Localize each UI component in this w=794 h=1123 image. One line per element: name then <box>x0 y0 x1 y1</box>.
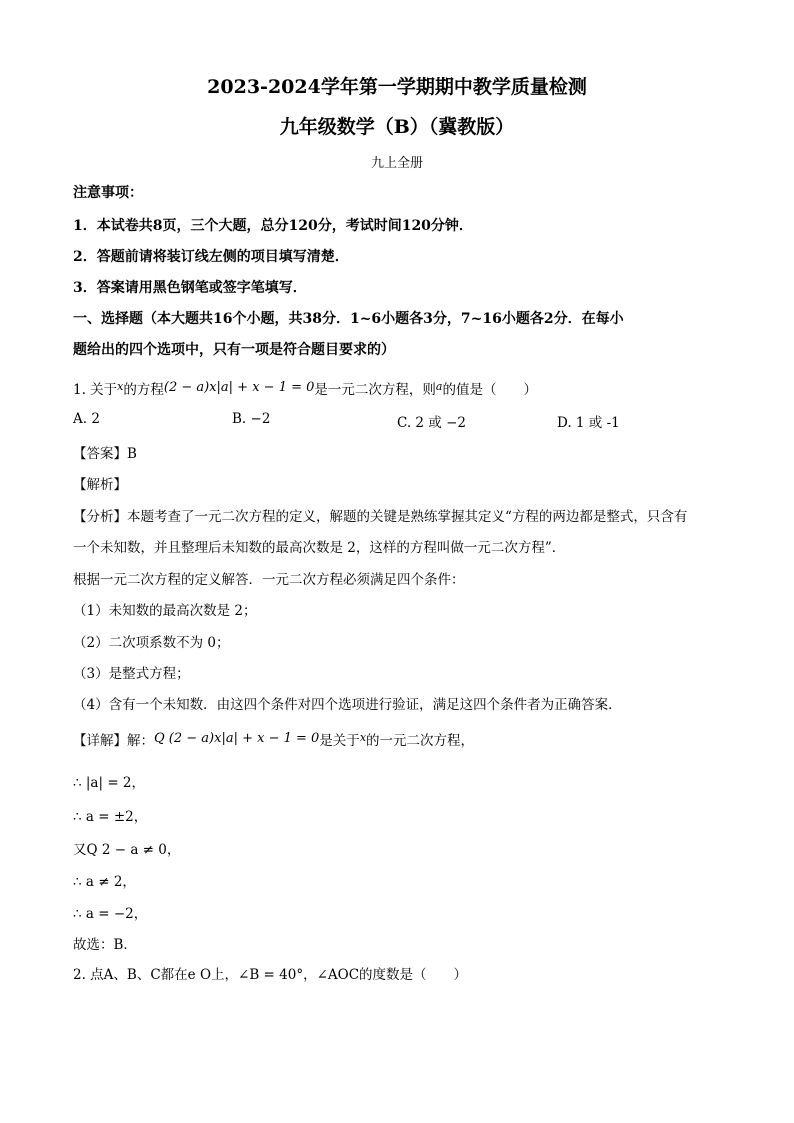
step-5: ∴ a = −2， <box>73 906 148 922</box>
section1-line1: 一、选择题（本大题共16个小题，共38分．1~6小题各3分，7~16小题各2分．在每小 <box>73 311 624 327</box>
step-4: ∴ a ≠ 2， <box>73 874 136 890</box>
answer-value: B <box>127 446 137 462</box>
step-3: 又Q 2 − a ≠ 0， <box>73 842 181 858</box>
detail-label: 【详解】 <box>73 733 127 749</box>
exam-scope: 九上全册 <box>370 156 423 171</box>
q1-stem-post: 是一元二次方程，则 <box>314 382 436 398</box>
condition-4: （4）含有一个未知数．由这四个条件对四个选项进行验证，满足这四个条件者为正确答案． <box>73 697 622 713</box>
detail-var-x: x <box>359 731 367 744</box>
q1-stem <box>73 378 537 398</box>
condition-1: （1）未知数的最高次数是 2； <box>73 603 257 619</box>
exam-subtitle: 九年级数学（B）（冀教版） <box>279 116 515 138</box>
step-1: ∴ |a| = 2， <box>73 775 146 791</box>
basis-line: 根据一元二次方程的定义解答．一元二次方程必须满足四个条件： <box>73 572 465 588</box>
q1-option-d: D. 1 或 -1 <box>557 415 620 431</box>
q1-stem-end: 的值是（ ） <box>442 382 537 398</box>
fenxi-text1: 本题考查了一元二次方程的定义，解题的关键是熟练掌握其定义“方程的两边都是整式，只含有 <box>127 509 688 525</box>
notes-heading: 注意事项： <box>73 185 143 201</box>
q2-stem: 2. 点A、B、C都在e O上，∠B = 40°，∠AOC的度数是（ ） <box>73 967 468 983</box>
detail-post: 是关于 <box>319 733 360 749</box>
detail-line <box>73 729 474 749</box>
analysis-label: 【解析】 <box>73 477 127 493</box>
condition-2: （2）二次项系数不为 0； <box>73 635 230 651</box>
q1-option-a: A. 2 <box>73 411 100 427</box>
notes-item-2: 2．答题前请将装订线左侧的项目填写清楚． <box>73 249 349 265</box>
q1-answer <box>73 442 137 462</box>
exam-title: 2023-2024学年第一学期期中教学质量检测 <box>207 76 587 98</box>
fenxi-line1 <box>73 505 687 525</box>
fenxi-label: 【分析】 <box>73 509 127 525</box>
answer-label: 【答案】 <box>73 446 127 462</box>
q1-option-c: C. 2 或 −2 <box>397 415 467 431</box>
q1-stem-mid: 的方程 <box>123 382 164 398</box>
detail-pre: 解： <box>127 733 154 749</box>
notes-item-1: 1．本试卷共8页，三个大题，总分120分，考试时间120分钟． <box>73 218 473 234</box>
step-2: ∴ a = ±2， <box>73 809 148 825</box>
condition-3: （3）是整式方程； <box>73 666 190 682</box>
section1-line2: 题给出的四个选项中，只有一项是符合题目要求的） <box>73 342 395 358</box>
detail-end: 的一元二次方程， <box>366 733 475 749</box>
q1-option-b: B. −2 <box>232 411 271 427</box>
q1-stem-pre: 1. 关于 <box>73 382 118 398</box>
q1-var-x: x <box>117 380 124 393</box>
detail-equation: Q (2 − a)x|a| + x − 1 = 0 <box>154 731 320 746</box>
fenxi-line2: 一个未知数，并且整理后未知数的最高次数是 2，这样的方程叫做一元二次方程”． <box>73 540 566 556</box>
step-6: 故选：B． <box>73 937 137 953</box>
q1-equation: (2 − a)x|a| + x − 1 = 0 <box>163 380 315 395</box>
notes-item-3: 3．答案请用黑色钢笔或签字笔填写． <box>73 280 307 296</box>
q1-var-a: a <box>435 380 443 393</box>
